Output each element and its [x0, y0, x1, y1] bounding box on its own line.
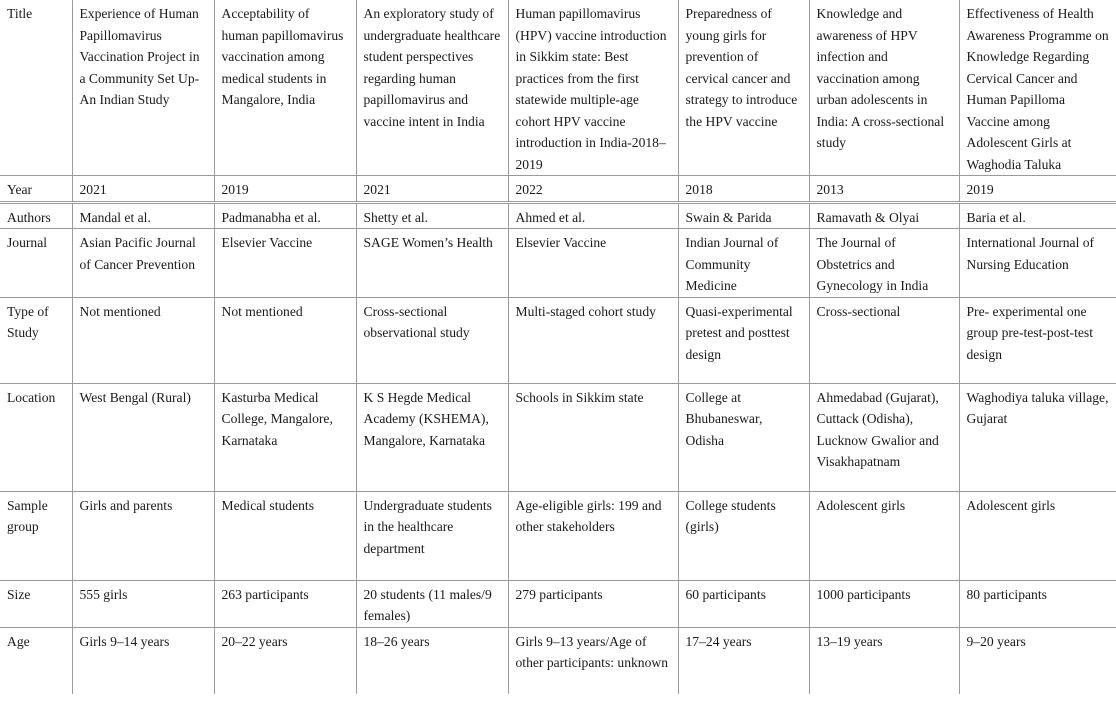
- study-5-authors: Swain & Parida: [678, 202, 809, 229]
- study-4-age: Girls 9–13 years/Age of other participants: unknown: [508, 627, 678, 694]
- study-3-title: An exploratory study of undergraduate healthcare student perspectives regarding human papillomavirus and vaccine intent in India: [356, 0, 508, 176]
- study-1-location: West Bengal (Rural): [72, 383, 214, 491]
- study-5-size: 60 participants: [678, 580, 809, 627]
- study-2-sample: Medical students: [214, 491, 356, 580]
- row-label-age: Age: [0, 627, 72, 694]
- study-5-title: Preparedness of young girls for prevention of cervical cancer and strategy to introduce the HPV vaccine: [678, 0, 809, 176]
- study-3-size: 20 students (11 males/9 females): [356, 580, 508, 627]
- study-7-age: 9–20 years: [959, 627, 1116, 694]
- study-4-location: Schools in Sikkim state: [508, 383, 678, 491]
- study-5-journal: Indian Journal of Community Medicine: [678, 229, 809, 298]
- table-row-size: [0, 580, 1116, 627]
- study-7-size: 80 participants: [959, 580, 1116, 627]
- study-3-journal: SAGE Women’s Health: [356, 229, 508, 298]
- table-row-journal: [0, 229, 1116, 298]
- study-3-type: Cross-sectional observational study: [356, 297, 508, 383]
- table-row-year: [0, 176, 1116, 203]
- study-5-type: Quasi-experimental pretest and posttest design: [678, 297, 809, 383]
- study-3-location: K S Hegde Medical Academy (KSHEMA), Mangalore, Karnataka: [356, 383, 508, 491]
- study-1-size: 555 girls: [72, 580, 214, 627]
- study-4-authors: Ahmed et al.: [508, 202, 678, 229]
- table-row-type: [0, 297, 1116, 383]
- study-1-year: 2021: [72, 176, 214, 203]
- study-7-year: 2019: [959, 176, 1116, 203]
- row-label-year: Year: [0, 176, 72, 203]
- row-label-type: Type of Study: [0, 297, 72, 383]
- study-6-year: 2013: [809, 176, 959, 203]
- table-row-age: [0, 627, 1116, 694]
- study-2-size: 263 participants: [214, 580, 356, 627]
- table-row-authors: [0, 202, 1116, 229]
- study-2-authors: Padmanabha et al.: [214, 202, 356, 229]
- study-2-year: 2019: [214, 176, 356, 203]
- study-6-sample: Adolescent girls: [809, 491, 959, 580]
- study-2-age: 20–22 years: [214, 627, 356, 694]
- study-5-location: College at Bhubaneswar, Odisha: [678, 383, 809, 491]
- study-6-age: 13–19 years: [809, 627, 959, 694]
- study-4-title: Human papillomavirus (HPV) vaccine introduction in Sikkim state: Best practices from the first statewide multiple-age cohort HPV vaccine introduction in India-2018–2019: [508, 0, 678, 176]
- study-3-age: 18–26 years: [356, 627, 508, 694]
- study-7-authors: Baria et al.: [959, 202, 1116, 229]
- table-row-title: [0, 0, 1116, 176]
- table-row-location: [0, 383, 1116, 491]
- row-label-authors: Authors: [0, 202, 72, 229]
- study-3-sample: Undergraduate students in the healthcare department: [356, 491, 508, 580]
- row-label-title: Title: [7, 6, 33, 21]
- row-label-size: Size: [0, 580, 72, 627]
- study-7-location: Waghodiya taluka village, Gujarat: [959, 383, 1116, 491]
- study-1-title: Experience of Human Papillomavirus Vaccination Project in a Community Set Up-An Indian Study: [72, 0, 214, 176]
- row-label-sample: Sample group: [0, 491, 72, 580]
- study-2-title: Acceptability of human papillomavirus vaccination among medical students in Mangalore, India: [214, 0, 356, 176]
- study-1-authors: Mandal et al.: [72, 202, 214, 229]
- study-3-authors: Shetty et al.: [356, 202, 508, 229]
- table-row-sample: [0, 491, 1116, 580]
- study-5-age: 17–24 years: [678, 627, 809, 694]
- row-label-location: Location: [0, 383, 72, 491]
- study-4-size: 279 participants: [508, 580, 678, 627]
- study-1-age: Girls 9–14 years: [72, 627, 214, 694]
- study-4-year: 2022: [508, 176, 678, 203]
- study-1-sample: Girls and parents: [72, 491, 214, 580]
- study-7-type: Pre- experimental one group pre-test-post-test design: [959, 297, 1116, 383]
- study-2-journal: Elsevier Vaccine: [214, 229, 356, 298]
- study-6-type: Cross-sectional: [809, 297, 959, 383]
- study-5-year: 2018: [678, 176, 809, 203]
- row-label-journal: Journal: [0, 229, 72, 298]
- study-1-type: Not mentioned: [72, 297, 214, 383]
- study-1-journal: Asian Pacific Journal of Cancer Prevention: [72, 229, 214, 298]
- study-6-location: Ahmedabad (Gujarat), Cuttack (Odisha), Lucknow Gwalior and Visakhapatnam: [809, 383, 959, 491]
- study-5-sample: College students (girls): [678, 491, 809, 580]
- study-6-authors: Ramavath & Olyai: [809, 202, 959, 229]
- study-4-sample: Age-eligible girls: 199 and other stakeholders: [508, 491, 678, 580]
- study-2-location: Kasturba Medical College, Mangalore, Karnataka: [214, 383, 356, 491]
- study-4-type: Multi-staged cohort study: [508, 297, 678, 383]
- study-6-journal: The Journal of Obstetrics and Gynecology in India: [809, 229, 959, 298]
- study-7-journal: International Journal of Nursing Education: [959, 229, 1116, 298]
- study-6-size: 1000 participants: [809, 580, 959, 627]
- study-7-sample: Adolescent girls: [959, 491, 1116, 580]
- study-6-title: Knowledge and awareness of HPV infection and vaccination among urban adolescents in India: A cross-sectional study: [809, 0, 959, 176]
- study-3-year: 2021: [356, 176, 508, 203]
- study-2-type: Not mentioned: [214, 297, 356, 383]
- study-7-title: Effectiveness of Health Awareness Programme on Knowledge Regarding Cervical Cancer and Human Papilloma Vaccine among Adolescent Girls at Waghodia Taluka: [959, 0, 1116, 176]
- study-4-journal: Elsevier Vaccine: [508, 229, 678, 298]
